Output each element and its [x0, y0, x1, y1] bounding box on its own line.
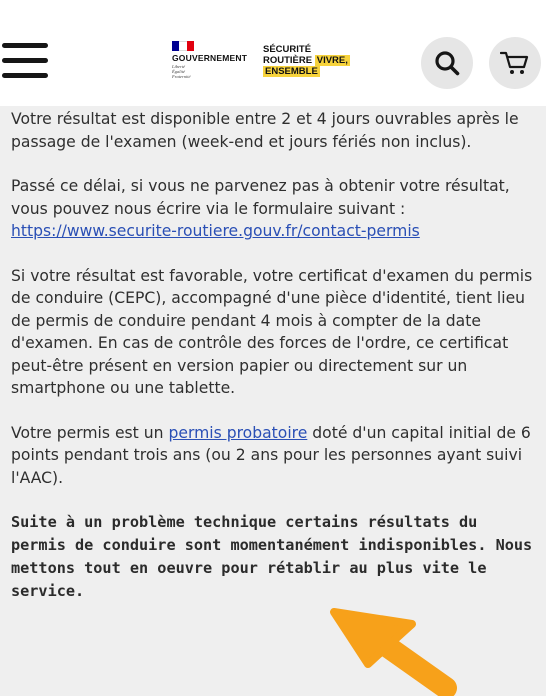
sr-logo-line2	[263, 55, 363, 66]
gov-motto-line: Égalité	[172, 69, 185, 74]
gov-motto-line: Liberté	[172, 64, 185, 69]
probationary-text-before: Votre permis est un	[11, 423, 169, 442]
main-content	[11, 108, 541, 625]
probationary-text-after: doté d'un capital initial de 6 points pendant trois ans (ou 2 ans pour les personnes ayant suivi l'AAC).	[11, 423, 531, 487]
search-icon	[434, 50, 460, 76]
contact-paragraph	[11, 175, 541, 243]
cart-button[interactable]	[489, 37, 541, 89]
permis-probatoire-link[interactable]: permis probatoire	[168, 423, 308, 442]
orange-arrow-annotation	[328, 598, 458, 696]
french-flag-icon	[172, 41, 194, 51]
sr-logo-line2-plain: ROUTIÈRE	[263, 55, 315, 66]
search-button[interactable]	[421, 37, 473, 89]
result-availability-paragraph: Votre résultat est disponible entre 2 et 4 jours ouvrables après le passage de l'examen (week-end et jours fériés non inclus).	[11, 110, 519, 151]
contact-permis-link[interactable]: https://www.securite-routiere.gouv.fr/contact-permis	[11, 222, 420, 240]
gov-motto-line: Fraternité	[172, 74, 191, 79]
contact-paragraph-text: Passé ce délai, si vous ne parvenez pas à obtenir votre résultat, vous pouvez nous écrire via le formulaire suivant :	[11, 177, 510, 218]
gouvernement-logo[interactable]	[168, 40, 252, 86]
flag-red-stripe	[187, 41, 194, 51]
gov-motto	[172, 64, 212, 79]
flag-blue-stripe	[172, 41, 179, 51]
sr-logo-line3-highlight: ENSEMBLE	[265, 66, 318, 77]
sr-logo-line2-highlight: VIVRE,	[316, 55, 348, 66]
certificate-paragraph: Si votre résultat est favorable, votre certificat d'examen du permis de conduire (CEPC), accompagné d'une pièce d'identité, tient lieu de permis de conduire pendant 4 mois à compter de la date d'examen. En cas de contrôle des forces de l'ordre, ce certificat peut-être présent en version papier ou directement sur un smartphone ou une tablette.	[11, 266, 533, 397]
flag-white-stripe	[179, 41, 186, 51]
site-header	[0, 0, 546, 106]
sr-logo-line1: SÉCURITÉ	[263, 44, 312, 55]
gov-name: GOUVERNEMENT	[172, 53, 248, 63]
securite-routiere-logo[interactable]	[263, 44, 363, 84]
sr-logo-line3	[263, 66, 363, 77]
technical-issue-notice: Suite à un problème technique certains résultats du permis de conduire sont momentanément indisponibles. Nous mettons tout en oeuvre pour rétablir au plus vite le service.	[11, 513, 533, 600]
probationary-paragraph	[11, 422, 541, 490]
cart-icon	[500, 50, 530, 76]
hamburger-menu-icon[interactable]	[2, 40, 50, 82]
